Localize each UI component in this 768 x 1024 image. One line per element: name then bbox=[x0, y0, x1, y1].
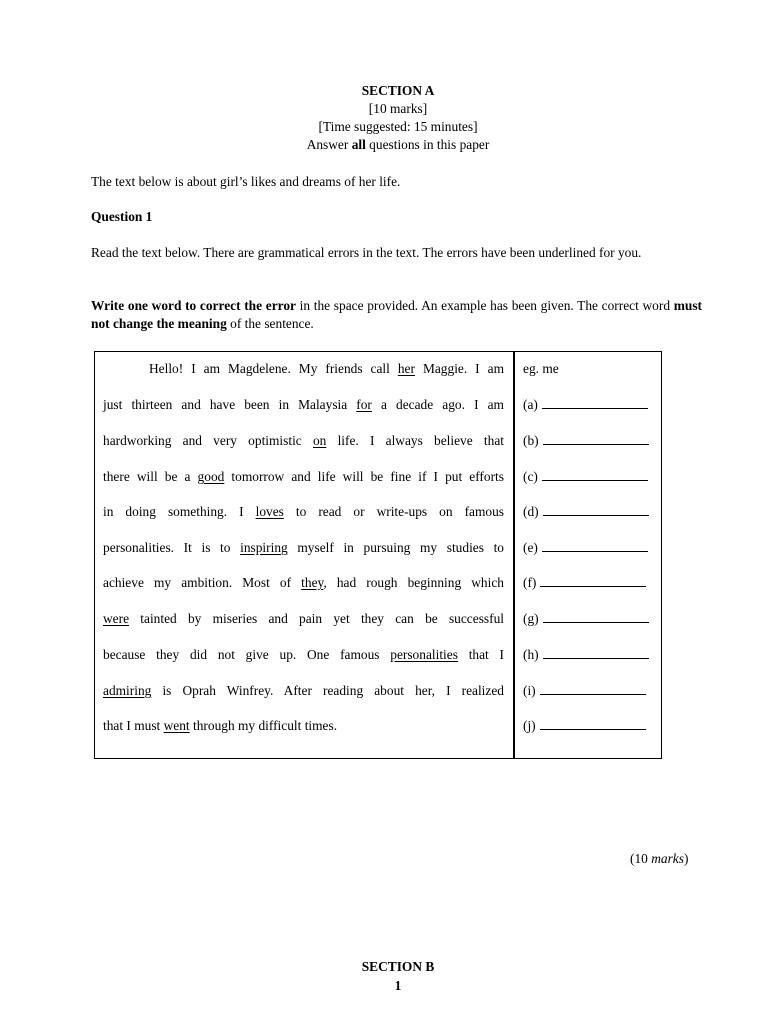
question-text: Read the text below. There are grammatical errors in the text. The errors have been underlined for you. bbox=[91, 245, 642, 260]
section-marks: [10 marks] bbox=[368, 101, 428, 116]
answer-label: (c) bbox=[523, 469, 538, 484]
underlined-error: were bbox=[103, 611, 130, 626]
passage-line bbox=[103, 360, 504, 378]
answer-row-d[interactable] bbox=[523, 503, 649, 521]
line-text: there will be a bbox=[103, 469, 198, 484]
underlined-error: they bbox=[301, 575, 324, 590]
underlined-error: on bbox=[312, 433, 327, 448]
underlined-error: loves bbox=[255, 504, 284, 519]
question-title: Question 1 bbox=[91, 209, 153, 224]
answer-row-h[interactable] bbox=[523, 646, 649, 664]
table-divider bbox=[513, 352, 515, 758]
underlined-error: her bbox=[397, 361, 415, 376]
answer-label: (i) bbox=[523, 683, 536, 698]
passage-line bbox=[103, 396, 504, 414]
line-text: Hello! I am Magdelene. My friends call bbox=[149, 361, 398, 376]
answer-blank[interactable] bbox=[543, 647, 649, 659]
line-text: a decade ago. I am bbox=[371, 397, 504, 412]
line-text: Maggie. I am bbox=[414, 361, 504, 376]
underlined-error: admiring bbox=[103, 683, 152, 698]
passage-line bbox=[103, 539, 504, 557]
passage-line bbox=[103, 432, 504, 450]
write-instruction bbox=[91, 297, 702, 333]
line-text: through my difficult times. bbox=[189, 718, 338, 733]
answer-blank[interactable] bbox=[540, 683, 646, 695]
line-text: tainted by miseries and pain yet they can be successful bbox=[129, 611, 504, 626]
answer-blank[interactable] bbox=[540, 718, 646, 730]
answer-row-i[interactable] bbox=[523, 682, 646, 700]
total-marks bbox=[630, 850, 688, 868]
line-text: tomorrow and life will be fine if I put efforts bbox=[224, 469, 504, 484]
line-text: that I bbox=[457, 647, 504, 662]
answer-blank[interactable] bbox=[543, 504, 649, 516]
passage-line bbox=[103, 646, 504, 664]
answer-blank[interactable] bbox=[542, 469, 648, 481]
line-text: hardworking and very optimistic bbox=[103, 433, 313, 448]
marks-close: ) bbox=[683, 851, 689, 866]
line-text: achieve my ambition. Most of bbox=[103, 575, 302, 590]
example-answer: eg. me bbox=[523, 361, 559, 376]
line-text: , had rough beginning which bbox=[323, 575, 504, 590]
line-text: just thirteen and have been in Malaysia bbox=[103, 397, 357, 412]
line-text: personalities. It is to bbox=[103, 540, 241, 555]
section-heading: SECTION A bbox=[361, 83, 435, 98]
line-text: is Oprah Winfrey. After reading about her, I realized bbox=[151, 683, 504, 698]
answer-label: (b) bbox=[523, 433, 539, 448]
write-bold-1: Write one word to correct the error bbox=[91, 298, 296, 313]
passage-line bbox=[103, 574, 504, 592]
answer-label: (a) bbox=[523, 397, 538, 412]
answer-row-c[interactable] bbox=[523, 468, 648, 486]
line-text: in doing something. I bbox=[103, 504, 256, 519]
line-text: that I must bbox=[103, 718, 164, 733]
passage-line bbox=[103, 717, 504, 735]
answer-label: (g) bbox=[523, 611, 539, 626]
instruction-text: Answer bbox=[306, 137, 352, 152]
underlined-error: good bbox=[197, 469, 225, 484]
write-bold-2: must not change the meaning bbox=[91, 298, 702, 331]
instruction-text-end: questions in this paper bbox=[365, 137, 490, 152]
passage-table bbox=[94, 351, 662, 759]
passage-line bbox=[103, 468, 504, 486]
marks-word: marks bbox=[651, 851, 684, 866]
underlined-error: for bbox=[356, 397, 372, 412]
underlined-error: personalities bbox=[390, 647, 458, 662]
answer-blank[interactable] bbox=[542, 397, 648, 409]
answer-instruction bbox=[0, 136, 768, 154]
answer-label: (j) bbox=[523, 718, 536, 733]
passage-line bbox=[103, 503, 504, 521]
underlined-error: went bbox=[163, 718, 190, 733]
answer-blank[interactable] bbox=[540, 575, 646, 587]
intro-text: The text below is about girl’s likes and dreams of her life. bbox=[91, 174, 401, 189]
passage-line bbox=[103, 610, 504, 628]
answer-blank[interactable] bbox=[542, 540, 648, 552]
answer-row-j[interactable] bbox=[523, 717, 646, 735]
answer-row-f[interactable] bbox=[523, 574, 646, 592]
answer-label: (e) bbox=[523, 540, 538, 555]
answer-row-e[interactable] bbox=[523, 539, 648, 557]
line-text: because they did not give up. One famous bbox=[103, 647, 391, 662]
answer-row-b[interactable] bbox=[523, 432, 649, 450]
time-suggested: [Time suggested: 15 minutes] bbox=[318, 119, 478, 134]
answer-row-a[interactable] bbox=[523, 396, 648, 414]
answer-label: (h) bbox=[523, 647, 539, 662]
instruction-emphasis: all bbox=[351, 137, 366, 152]
underlined-error: inspiring bbox=[240, 540, 288, 555]
write-text-2: of the sentence. bbox=[226, 316, 314, 331]
passage-line bbox=[103, 682, 504, 700]
write-text-1: in the space provided. An example has been given. The correct word bbox=[295, 298, 674, 313]
marks-open: (10 bbox=[630, 851, 652, 866]
page-number: 1 bbox=[394, 978, 402, 993]
answer-row-g[interactable] bbox=[523, 610, 649, 628]
line-text: to read or write-ups on famous bbox=[283, 504, 504, 519]
answer-label: (f) bbox=[523, 575, 537, 590]
line-text: life. I always believe that bbox=[326, 433, 504, 448]
answer-blank[interactable] bbox=[543, 433, 649, 445]
line-text: myself in pursuing my studies to bbox=[287, 540, 504, 555]
answer-label: (d) bbox=[523, 504, 539, 519]
next-section-heading: SECTION B bbox=[361, 959, 435, 974]
answer-blank[interactable] bbox=[543, 611, 649, 623]
